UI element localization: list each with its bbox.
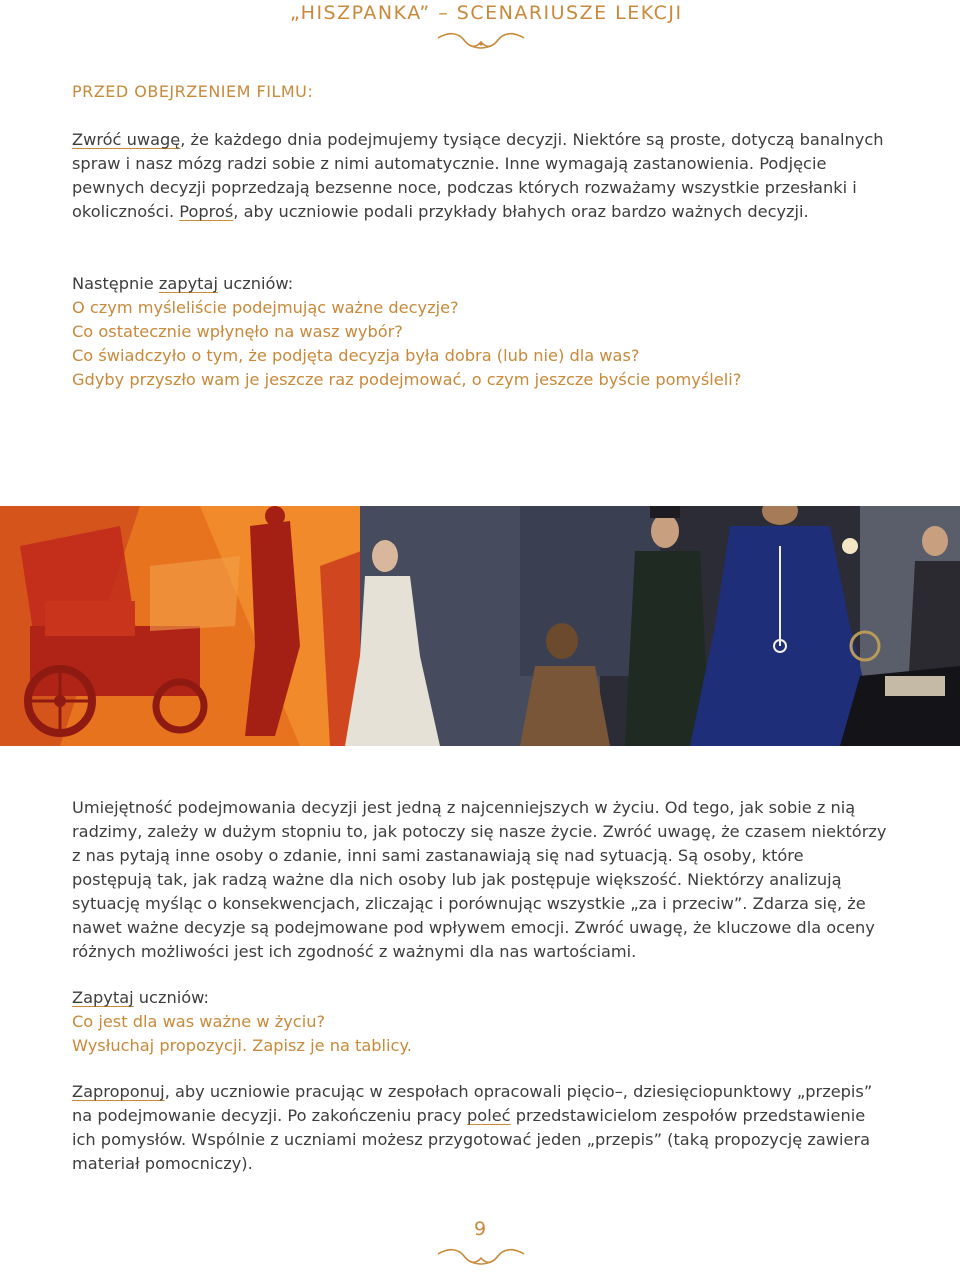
film-image (0, 506, 960, 746)
flourish-ornament-icon (436, 30, 526, 52)
instruction-verb: Zwróć uwagę (72, 130, 181, 149)
question-item: Co ostatecznie wpłynęło na wasz wybór? (72, 322, 403, 341)
question-item: Wysłuchaj propozycji. Zapisz je na tablicy. (72, 1036, 412, 1055)
final-paragraph (72, 1080, 888, 1176)
instruction-verb: Zaproponuj (72, 1082, 165, 1101)
instruction-verb: Poproś (179, 202, 234, 221)
intro-suffix: uczniów: (217, 274, 294, 293)
instruction-verb: Zapytaj (72, 988, 134, 1007)
paragraph-text: przedstawicielom zespołów przedstawienie ich pomysłów. Wspólnie z uczniami możesz przygotować jeden „przepis” (taką propozycję zawiera materiał pomocniczy). (72, 1106, 871, 1173)
paragraph-text: , aby uczniowie pracując w zespołach opracowali pięcio–, dziesięciopunktowy „przepis” na podejmowanie decyzji. Po zakończeniu pracy (72, 1082, 873, 1125)
questions-intro (72, 272, 888, 296)
header-title: „HISZPANKA” – SCENARIUSZE LEKCJI (290, 2, 683, 24)
intro-paragraph (72, 128, 888, 224)
question-item: O czym myśleliście podejmując ważne decyzje? (72, 298, 459, 317)
vintage-car-illustration-icon (0, 506, 375, 746)
intro-prefix: Następnie (72, 274, 159, 293)
questions-intro (72, 986, 888, 1010)
question-item: Gdyby przyszło wam je jeszcze raz podejmować, o czym jeszcze byście pomyśleli? (72, 370, 742, 389)
paragraph-text: , aby uczniowie podali przykłady błahych oraz bardzo ważnych decyzji. (233, 202, 809, 221)
film-still-icon (345, 506, 960, 746)
section-title: PRZED OBEJRZENIEM FILMU: (72, 82, 314, 101)
flourish-ornament-icon (436, 1248, 526, 1268)
instruction-verb: poleć (467, 1106, 511, 1125)
question-item: Co jest dla was ważne w życiu? (72, 1012, 326, 1031)
body-paragraph: Umiejętność podejmowania decyzji jest jedną z najcenniejszych w życiu. Od tego, jak sobie z nią radzimy, zależy w dużym stopniu to, jak potoczy się nasze życie. Zwróć uwagę, że czasem niektórzy z nas pytają inne osoby o zdanie, inni sami zastanawiają się nad sytuacją. Są osoby, które postępują tak, jak radzą ważne dla nich osoby lub jak postępuje większość. Niektórzy analizują sytuację myśląc o konsekwencjach, zliczając i porównując wszystkie „za i przeciw”. Zdarza się, że nawet ważne decyzje są podejmowane pod wpływem emocji. Zwróć uwagę, że kluczowe dla oceny różnych możliwości jest ich zgodność z ważnymi dla nas wartościami. (72, 798, 887, 961)
paragraph-text: , że każdego dnia podejmujemy tysiące decyzji. Niektóre są proste, dotyczą banalnych spraw i nasz mózg radzi sobie z nimi automatycznie. Inne wymagają zastanowienia. Podjęcie pewnych decyzji poprzedzają bezsenne noce, podczas których rozważamy wszystkie przesłanki i okoliczności. (72, 130, 884, 221)
instruction-verb: zapytaj (158, 274, 218, 293)
film-collage (0, 506, 960, 746)
questions-block-2 (72, 986, 888, 1058)
question-item: Co świadczyło o tym, że podjęta decyzja była dobra (lub nie) dla was? (72, 346, 640, 365)
intro-suffix: uczniów: (133, 988, 209, 1007)
questions-block-1 (72, 272, 888, 392)
page-number: 9 (473, 1218, 487, 1240)
